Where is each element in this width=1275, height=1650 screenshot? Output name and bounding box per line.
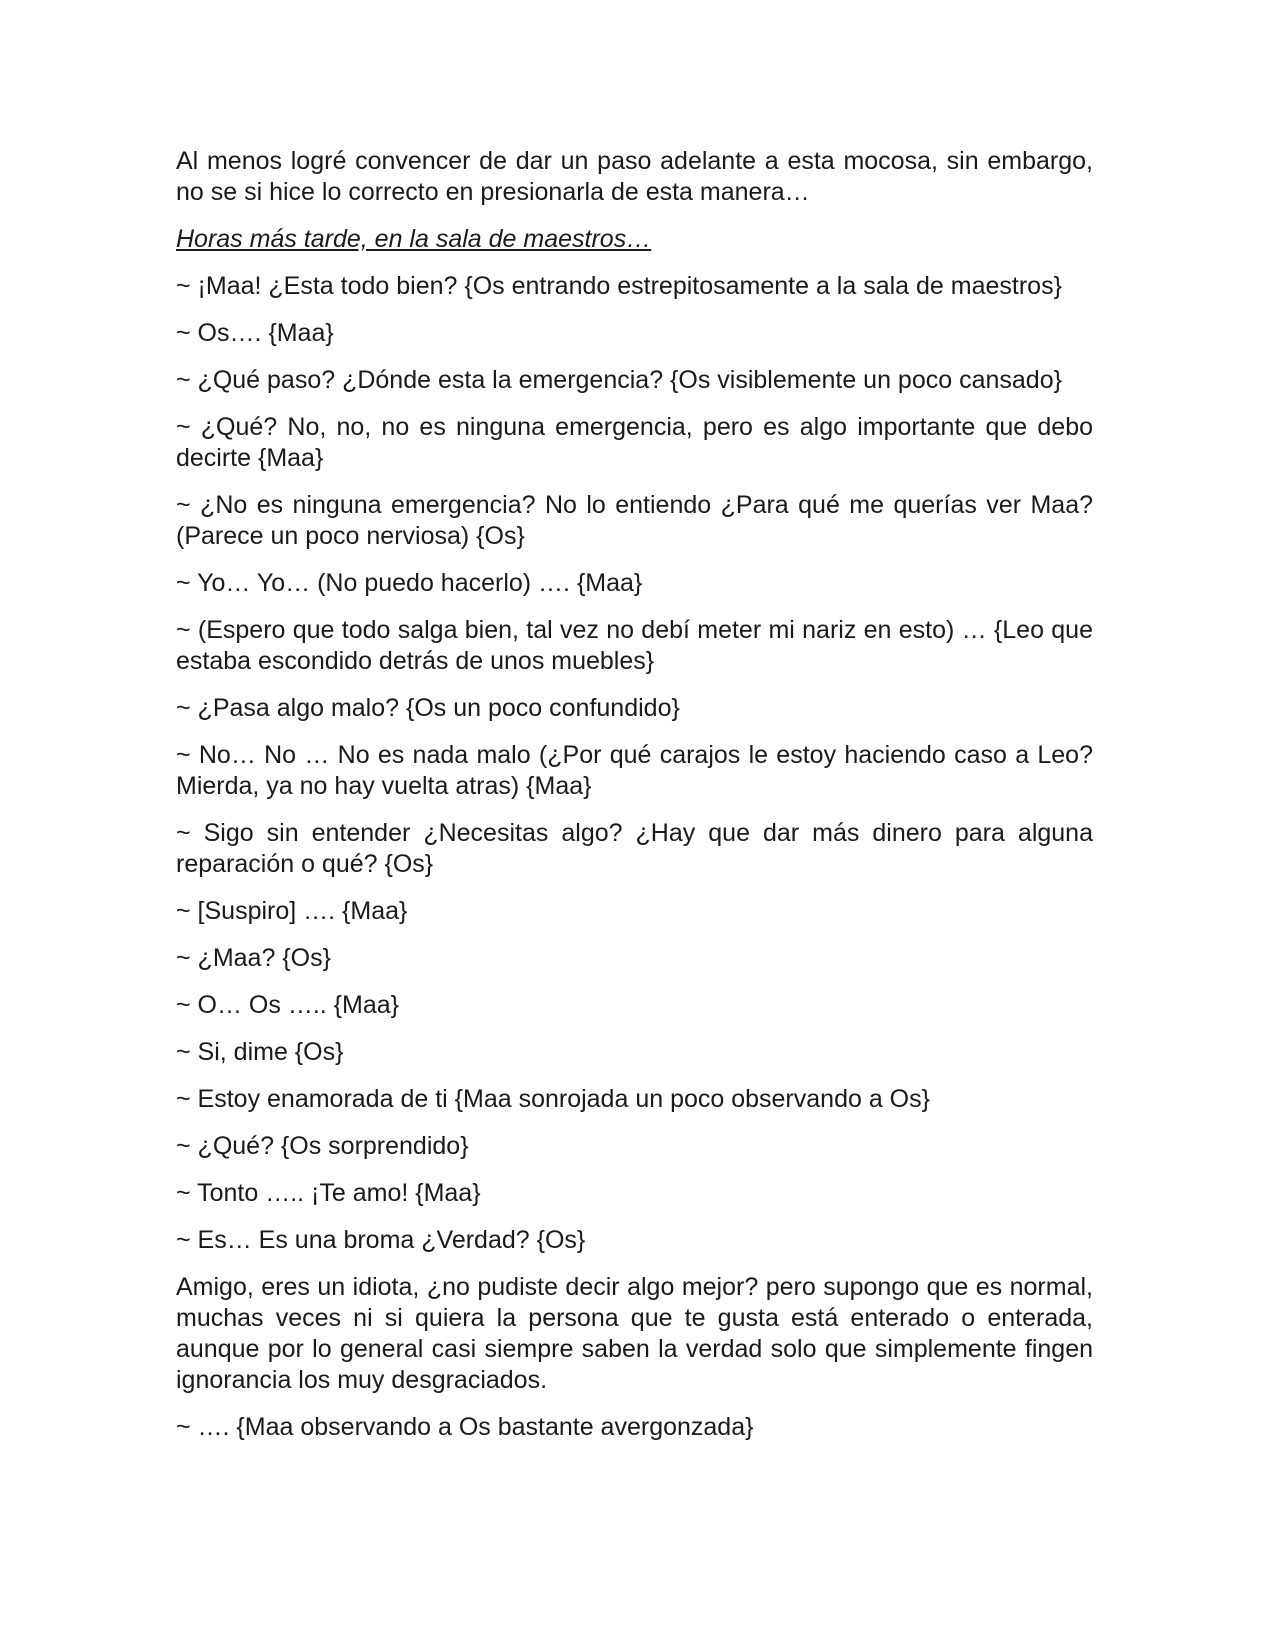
dialogue-line: ~ [Suspiro] …. {Maa} (176, 897, 408, 925)
narration-paragraph: Al menos logré convencer de dar un paso adelante a esta mocosa, sin embargo, no se si hice lo correcto en presionarla de esta manera… (176, 147, 1093, 206)
dialogue-line: ~ ¿Qué? No, no, no es ninguna emergencia, pero es algo importante que debo decirte {Maa} (176, 413, 1093, 472)
dialogue-line: ~ Si, dime {Os} (176, 1038, 344, 1066)
dialogue-line: ~ Os…. {Maa} (176, 319, 334, 347)
dialogue-line: ~ Sigo sin entender ¿Necesitas algo? ¿Hay que dar más dinero para alguna reparación o qué? {Os} (176, 819, 1093, 878)
dialogue-line: ~ O… Os ….. {Maa} (176, 991, 399, 1019)
dialogue-line: ~ ¿Qué? {Os sorprendido} (176, 1132, 469, 1160)
dialogue-line: ~ ¿Qué paso? ¿Dónde esta la emergencia? {Os visiblemente un poco cansado} (176, 366, 1062, 394)
dialogue-line: ~ ¿No es ninguna emergencia? No lo entiendo ¿Para qué me querías ver Maa? (Parece un poco nerviosa) {Os} (176, 491, 1093, 550)
dialogue-line: ~ ¿Pasa algo malo? {Os un poco confundido} (176, 694, 680, 722)
dialogue-line: ~ Es… Es una broma ¿Verdad? {Os} (176, 1226, 586, 1254)
dialogue-line: ~ …. {Maa observando a Os bastante avergonzada} (176, 1413, 754, 1441)
dialogue-line: ~ Tonto ….. ¡Te amo! {Maa} (176, 1179, 481, 1207)
dialogue-line: ~ No… No … No es nada malo (¿Por qué carajos le estoy haciendo caso a Leo? Mierda, ya no hay vuelta atras) {Maa} (176, 741, 1093, 800)
dialogue-line: ~ ¿Maa? {Os} (176, 944, 331, 972)
narration-paragraph: Amigo, eres un idiota, ¿no pudiste decir algo mejor? pero supongo que es normal, muchas veces ni si quiera la persona que te gusta está enterado o enterada, aunque por lo general casi siempre saben la verdad solo que simplemente fingen ignorancia los muy desgraciados. (176, 1273, 1093, 1394)
dialogue-line: ~ Yo… Yo… (No puedo hacerlo) …. {Maa} (176, 569, 643, 597)
scene-heading: Horas más tarde, en la sala de maestros… (176, 225, 652, 253)
dialogue-line: ~ Estoy enamorada de ti {Maa sonrojada un poco observando a Os} (176, 1085, 930, 1113)
dialogue-line: ~ (Espero que todo salga bien, tal vez no debí meter mi nariz en esto) … {Leo que estaba escondido detrás de unos muebles} (176, 616, 1093, 675)
dialogue-line: ~ ¡Maa! ¿Esta todo bien? {Os entrando estrepitosamente a la sala de maestros} (176, 272, 1062, 300)
document-page (176, 146, 1093, 1459)
